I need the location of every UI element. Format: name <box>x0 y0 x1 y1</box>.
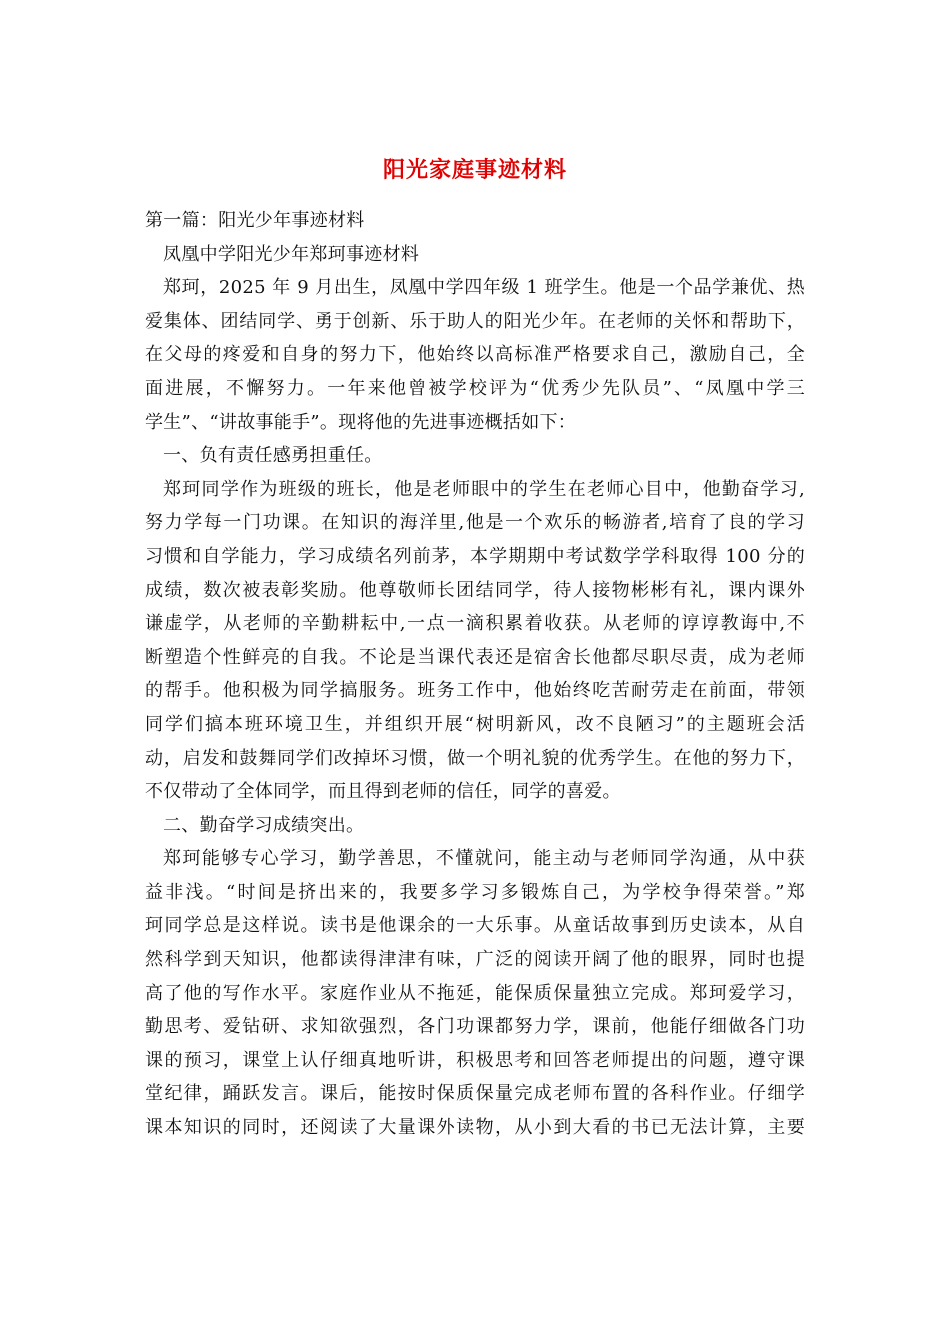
paragraph-line: 珂同学总是这样说。读书是他课余的一大乐事。从童话故事到历史读本，从自 <box>145 915 805 937</box>
paragraph-line: 同学们搞本班环境卫生，并组织开展“树明新风，改不良陋习”的主题班会活 <box>145 713 805 735</box>
paragraph-line: 不仅带动了全体同学，而且得到老师的信任，同学的喜爱。 <box>145 781 621 803</box>
section-heading-3: 二、勤奋学习成绩突出。 <box>163 814 365 836</box>
document-body <box>145 150 805 1145</box>
paragraph-line: 然科学到天知识，他都读得津津有味，广泛的阅读开阔了他的眼界，同时也提 <box>145 949 805 971</box>
paragraph-line: 高了他的写作水平。家庭作业从不拖延，能保质保量独立完成。郑珂爱学习， <box>145 982 805 1004</box>
paragraph-line: 在父母的疼爱和自身的努力下，他始终以高标准严格要求自己，激励自己，全 <box>145 344 805 366</box>
section-heading-1: 第一篇：阳光少年事迹材料 <box>145 210 365 231</box>
paragraph-line: 爱集体、团结同学、勇于创新、乐于助人的阳光少年。在老师的关怀和帮助下， <box>145 310 805 332</box>
section-heading-2: 一、负有责任感勇担重任。 <box>163 445 383 467</box>
paragraph-line: 郑珂能够专心学习，勤学善思，不懂就问，能主动与老师同学沟通，从中获 <box>163 848 805 870</box>
paragraph-line: 学生”、“讲故事能手”。现将他的先进事迹概括如下： <box>145 411 577 433</box>
paragraph-line: 郑珂同学作为班级的班长，他是老师眼中的学生在老师心目中，他勤奋学习, <box>163 478 805 500</box>
paragraph-line: 面进展，不懈努力。一年来他曾被学校评为“优秀少先队员”、“凤凰中学三 <box>145 377 805 399</box>
paragraph-line: 动，启发和鼓舞同学们改掉坏习惯，做一个明礼貌的优秀学生。在他的努力下， <box>145 747 805 769</box>
paragraph-line: 谦虚学，从老师的辛勤耕耘中,一点一滴积累着收获。从老师的谆谆教诲中,不 <box>145 613 805 635</box>
paragraph-line: 勤思考、爱钻研、求知欲强烈，各门功课都努力学，课前，他能仔细做各门功 <box>145 1016 805 1038</box>
paragraph-line: 郑珂，2025 年 9 月出生，凤凰中学四年级 1 班学生。他是一个品学兼优、热 <box>163 277 805 299</box>
paragraph-line: 课本知识的同时，还阅读了大量课外读物，从小到大看的书已无法计算，主要 <box>145 1117 805 1139</box>
paragraph-line: 习惯和自学能力，学习成绩名列前茅，本学期期中考试数学学科取得 100 分的 <box>145 545 805 567</box>
paragraph-line: 堂纪律，踊跃发言。课后，能按时保质保量完成老师布置的各科作业。仔细学 <box>145 1083 805 1105</box>
paragraph-line: 的帮手。他积极为同学搞服务。班务工作中，他始终吃苦耐劳走在前面，带领 <box>145 680 805 702</box>
paragraph-line: 努力学每一门功课。在知识的海洋里,他是一个欢乐的畅游者,培育了良的学习 <box>145 512 805 534</box>
document-title: 阳光家庭事迹材料 <box>382 157 567 183</box>
paragraph-line: 断塑造个性鲜亮的自我。不论是当课代表还是宿舍长他都尽职尽责，成为老师 <box>145 646 805 668</box>
subtitle-line: 凤凰中学阳光少年郑珂事迹材料 <box>163 243 420 265</box>
paragraph-line: 益非浅。“时间是挤出来的，我要多学习多锻炼自己，为学校争得荣誉。”郑 <box>145 881 805 903</box>
paragraph-line: 成绩，数次被表彰奖励。他尊敬师长团结同学，待人接物彬彬有礼，课内课外 <box>145 579 805 601</box>
paragraph-line: 课的预习，课堂上认仔细真地听讲，积极思考和回答老师提出的问题，遵守课 <box>145 1049 805 1071</box>
